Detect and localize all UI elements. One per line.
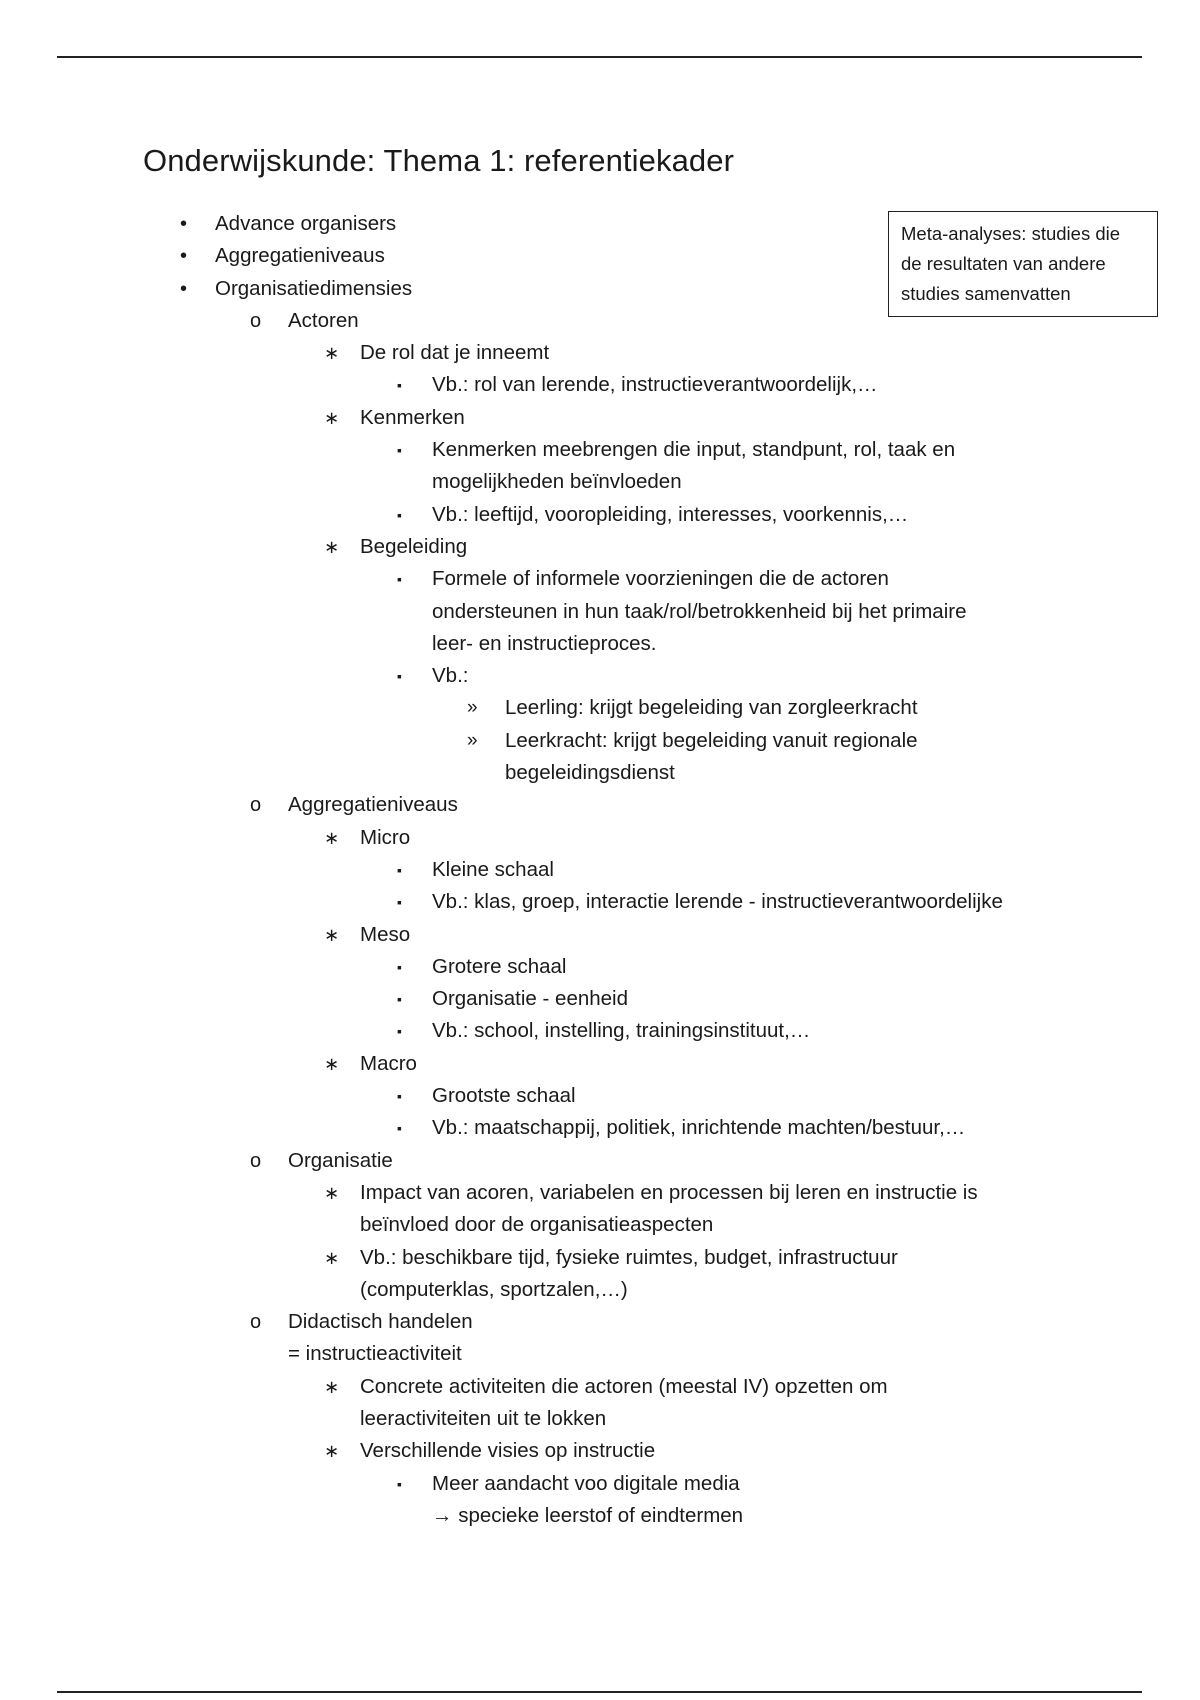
bullet-marker-icon: ▪ — [397, 861, 402, 878]
bullet-marker-icon: ▪ — [397, 571, 402, 588]
outline-item-level-4 — [0, 1468, 1200, 1500]
outline-item-text: Kleine schaal — [432, 857, 554, 881]
outline-item-level-4 — [0, 854, 1200, 886]
outline-item-text: Micro — [360, 825, 411, 849]
outline-item-text: ondersteunen in hun taak/rol/betrokkenheid bij het primaire — [432, 599, 967, 623]
outline-item-text: Aggregatieniveaus — [288, 793, 458, 817]
bullet-marker-icon: ▪ — [397, 991, 402, 1008]
bullet-marker-icon: ▪ — [397, 958, 402, 975]
outline-continuation-line — [0, 1500, 1200, 1532]
bullet-marker-icon: ∗ — [324, 924, 340, 945]
outline-item-text: Leerkracht: krijgt begeleiding vanuit regionale — [505, 728, 918, 752]
outline-item-text: Meso — [360, 922, 411, 946]
outline-item-text: mogelijkheden beïnvloeden — [432, 470, 682, 494]
outline-item-level-4 — [0, 499, 1200, 531]
bullet-marker-icon: ∗ — [324, 1182, 340, 1203]
outline-item-text: Concrete activiteiten die actoren (meestal IV) opzetten om — [360, 1374, 888, 1398]
bullet-marker-icon: ▪ — [397, 442, 402, 459]
bullet-marker-icon: ▪ — [397, 1475, 402, 1492]
bullet-marker-icon: ▪ — [397, 1088, 402, 1105]
outline-item-text: Kenmerken — [360, 405, 465, 429]
outline-item-text: Leerling: krijgt begeleiding van zorgleerkracht — [505, 696, 918, 720]
outline-item-text: Organisatie — [288, 1148, 393, 1172]
outline-item-level-2 — [0, 1306, 1200, 1338]
outline-item-level-3 — [0, 337, 1200, 369]
outline-item-text: Actoren — [288, 308, 359, 332]
outline-item-text: Vb.: klas, groep, interactie lerende - instructieverantwoordelijke — [432, 890, 1003, 914]
page-title: Onderwijskunde: Thema 1: referentiekader — [143, 143, 735, 178]
outline-item-text: begeleidingsdienst — [505, 761, 675, 785]
outline-item-level-5 — [0, 692, 1200, 724]
outline-item-level-3 — [0, 1177, 1200, 1209]
outline-item-text: beïnvloed door de organisatieaspecten — [360, 1213, 714, 1237]
bullet-marker-icon: ∗ — [324, 536, 340, 557]
outline-item-text: Vb.: school, instelling, trainingsinstituut,… — [432, 1019, 811, 1043]
outline-item-text: Advance organisers — [215, 212, 397, 235]
callout-line: studies samenvatten — [901, 283, 1071, 304]
outline-continuation-line — [0, 596, 1200, 628]
bullet-marker-icon: ∗ — [324, 1441, 340, 1462]
outline-item-level-5 — [0, 725, 1200, 757]
outline-item-level-4 — [0, 660, 1200, 692]
bullet-marker-icon: ▪ — [397, 1023, 402, 1040]
bullet-marker-icon: ▪ — [397, 1120, 402, 1137]
outline-item-text: Aggregatieniveaus — [215, 244, 385, 268]
bullet-marker-icon: ∗ — [324, 1376, 340, 1397]
outline-item-text: Organisatiedimensies — [215, 276, 413, 300]
footer-rule — [57, 1691, 1142, 1693]
outline-item-level-3 — [0, 822, 1200, 854]
bullet-marker-icon: o — [250, 1311, 262, 1334]
outline-item-level-2 — [0, 789, 1200, 821]
bullet-marker-icon: ∗ — [324, 1053, 340, 1074]
outline-item-text: = instructieactiviteit — [288, 1342, 462, 1366]
bullet-marker-icon: ∗ — [324, 1247, 340, 1268]
bullet-marker-icon: • — [180, 245, 188, 268]
outline-item-level-2 — [0, 1145, 1200, 1177]
outline-item-text: Grootste schaal — [432, 1084, 576, 1108]
outline-item-level-3 — [0, 1435, 1200, 1467]
outline-item-level-3 — [0, 1048, 1200, 1080]
bullet-marker-icon: • — [180, 213, 188, 235]
outline-item-text: Grotere schaal — [432, 954, 567, 978]
outline-item-level-1 — [0, 273, 1200, 305]
outline-item-text: Formele of informele voorzieningen die de actoren — [432, 567, 889, 591]
bullet-marker-icon: ∗ — [324, 407, 340, 428]
outline-item-text: → specieke leerstof of eindtermen — [432, 1503, 744, 1527]
outline-continuation-line — [0, 466, 1200, 498]
outline-item-text: (computerklas, sportzalen,…) — [360, 1277, 628, 1301]
outline-item-text: Vb.: — [432, 664, 469, 688]
outline-continuation-line — [0, 1274, 1200, 1306]
outline-item-level-4 — [0, 886, 1200, 918]
bullet-marker-icon: » — [467, 697, 478, 719]
bullet-marker-icon: ▪ — [397, 377, 402, 394]
outline-item-level-3 — [0, 402, 1200, 434]
bullet-marker-icon: » — [467, 729, 478, 751]
outline-item-text: Vb.: rol van lerende, instructieverantwoordelijk,… — [432, 373, 878, 397]
outline-list — [0, 208, 1200, 1532]
outline-item-text: leer- en instructieproces. — [432, 631, 657, 655]
bullet-marker-icon: ∗ — [324, 827, 340, 848]
outline-item-level-4 — [0, 1112, 1200, 1144]
outline-continuation-line — [0, 757, 1200, 789]
outline-continuation-line — [0, 628, 1200, 660]
outline-item-level-4 — [0, 434, 1200, 466]
outline-item-level-4 — [0, 1015, 1200, 1047]
outline-item-text: Begeleiding — [360, 534, 468, 558]
outline-item-text: Macro — [360, 1051, 417, 1075]
outline-item-text: De rol dat je inneemt — [360, 341, 550, 365]
outline-item-text: Verschillende visies op instructie — [360, 1439, 656, 1463]
outline-item-text: Organisatie - eenheid — [432, 987, 629, 1011]
bullet-marker-icon: ▪ — [397, 894, 402, 911]
bullet-marker-icon: ▪ — [397, 668, 402, 685]
outline-item-level-1 — [0, 208, 1200, 240]
bullet-marker-icon: ▪ — [397, 506, 402, 523]
header-rule — [57, 56, 1142, 58]
outline-continuation-line — [0, 1209, 1200, 1241]
outline-item-level-3 — [0, 1242, 1200, 1274]
outline-item-text: Kenmerken meebrengen die input, standpunt, rol, taak en — [432, 438, 956, 462]
outline-item-level-3 — [0, 531, 1200, 563]
outline-item-level-4 — [0, 563, 1200, 595]
outline-continuation-line — [0, 1338, 1200, 1370]
outline-item-level-4 — [0, 951, 1200, 983]
outline-item-level-1 — [0, 240, 1200, 272]
outline-item-level-3 — [0, 1371, 1200, 1403]
outline-item-text: Didactisch handelen — [288, 1310, 473, 1334]
bullet-marker-icon: o — [250, 1149, 262, 1172]
outline-item-level-4 — [0, 1080, 1200, 1112]
outline-item-level-2 — [0, 305, 1200, 337]
outline-item-text: Vb.: leeftijd, vooropleiding, interesses, voorkennis,… — [432, 502, 909, 526]
bullet-marker-icon: ∗ — [324, 343, 340, 364]
outline-item-text: Vb.: maatschappij, politiek, inrichtende machten/bestuur,… — [432, 1116, 966, 1140]
outline-item-text: Impact van acoren, variabelen en processen bij leren en instructie is — [360, 1180, 978, 1204]
outline-item-level-4 — [0, 369, 1200, 401]
outline-continuation-line — [0, 1403, 1200, 1435]
callout-line: de resultaten van andere — [901, 253, 1106, 274]
outline-item-text: Meer aandacht voo digitale media — [432, 1471, 740, 1495]
callout-line: Meta-analyses: studies die — [901, 223, 1121, 244]
outline-item-text: Vb.: beschikbare tijd, fysieke ruimtes, budget, infrastructuur — [360, 1245, 898, 1269]
bullet-marker-icon: o — [250, 794, 262, 817]
outline-item-level-4 — [0, 983, 1200, 1015]
bullet-marker-icon: o — [250, 309, 262, 332]
bullet-marker-icon: • — [180, 277, 188, 300]
outline-item-level-3 — [0, 919, 1200, 951]
outline-item-text: leeractiviteiten uit te lokken — [360, 1406, 607, 1430]
